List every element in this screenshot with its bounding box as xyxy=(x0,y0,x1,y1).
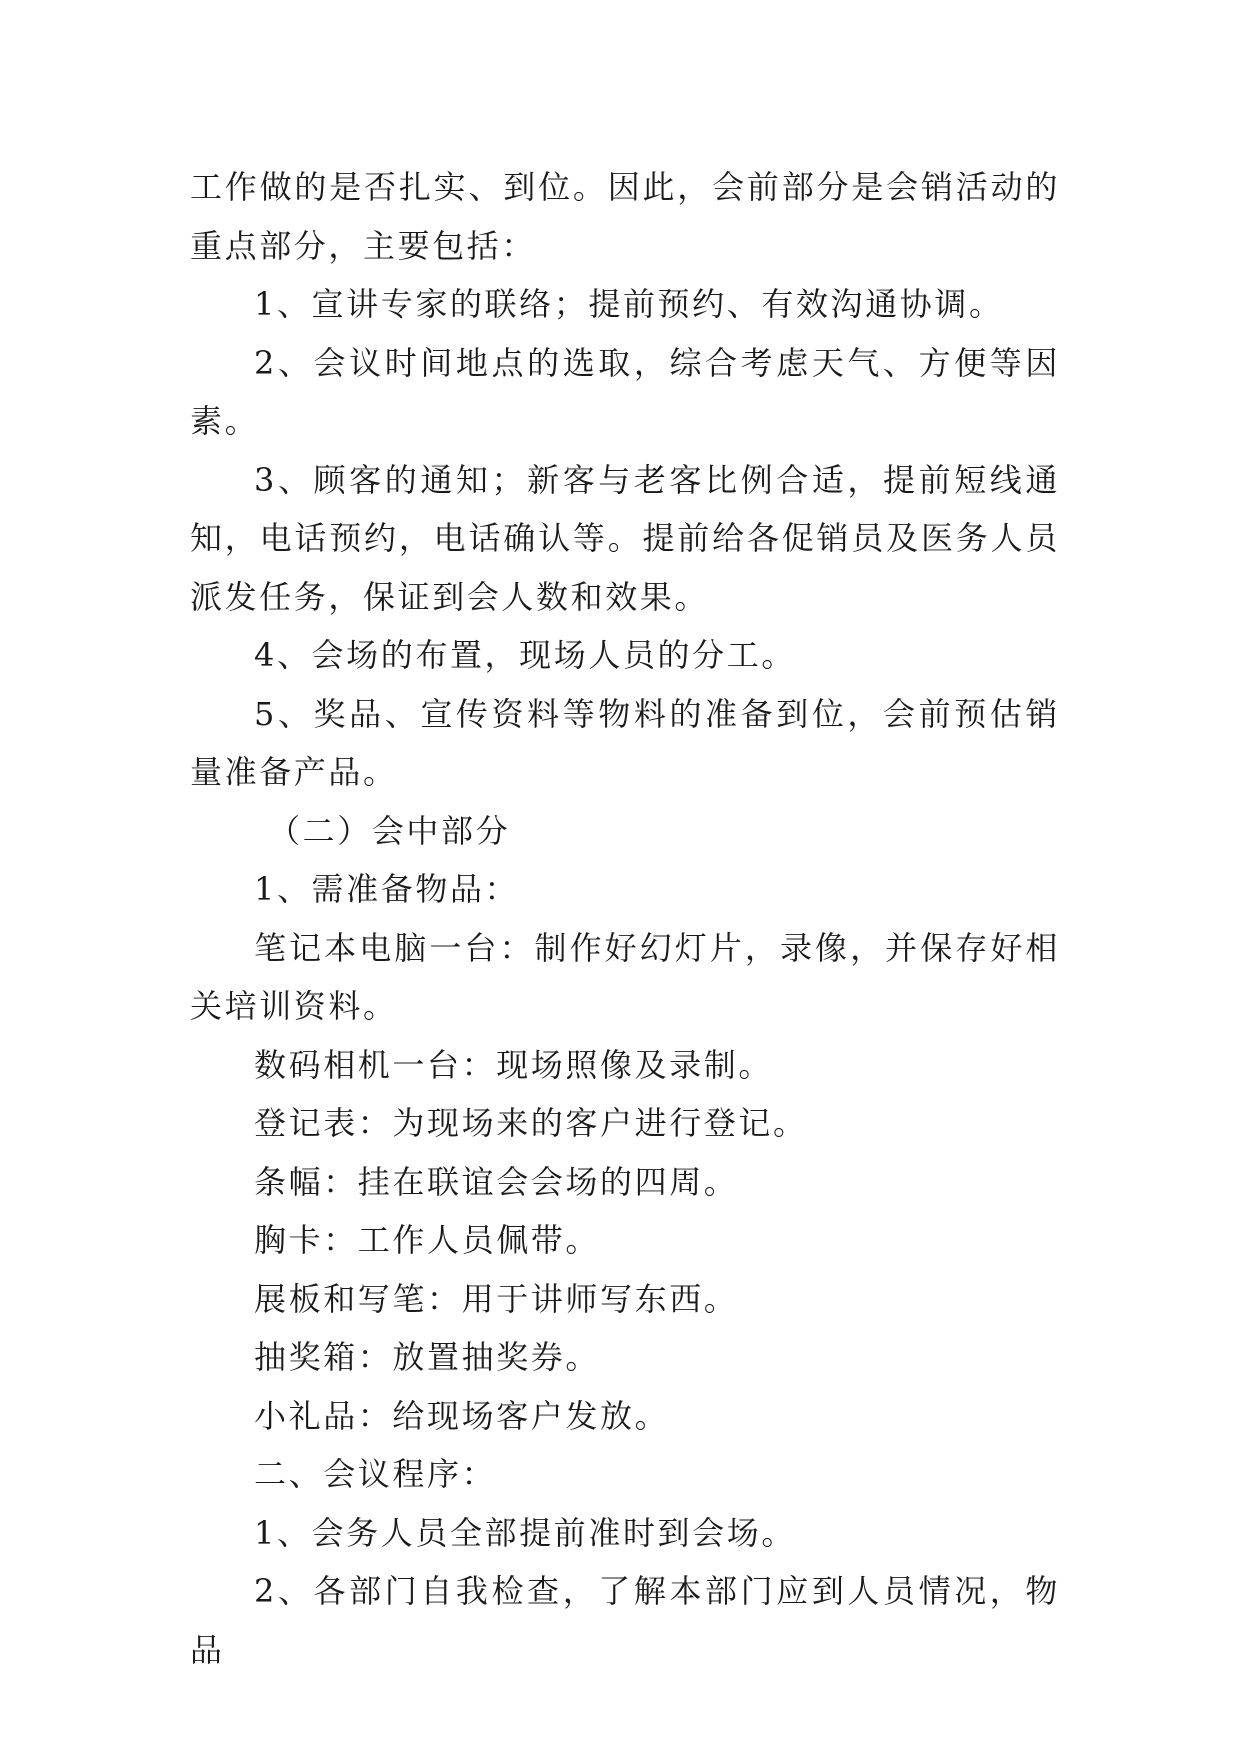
section-heading-procedure: 二、会议程序： xyxy=(254,1455,497,1493)
paragraph-item-2: 2、会议时间地点的选取，综合考虑天气、方便等因素。 xyxy=(190,343,1060,440)
paragraph-badge: 胸卡：工作人员佩带。 xyxy=(254,1221,601,1259)
paragraph-register: 登记表：为现场来的客户进行登记。 xyxy=(254,1104,808,1142)
section-heading-meeting-middle: （二）会中部分 xyxy=(268,811,511,850)
paragraph-lottery-box: 抽奖箱：放置抽奖券。 xyxy=(254,1338,601,1376)
paragraph-gifts: 小礼品：给现场客户发放。 xyxy=(254,1396,670,1435)
document-body xyxy=(190,158,1060,1679)
paragraph-continuation: 工作做的是否扎实、到位。因此，会前部分是会销活动的重点部分，主要包括： xyxy=(190,168,1060,265)
paragraph-prep-items: 1、需准备物品： xyxy=(254,870,520,908)
paragraph-board: 展板和写笔：用于讲师写东西。 xyxy=(254,1279,739,1318)
paragraph-banner: 条幅：挂在联谊会会场的四周。 xyxy=(254,1162,739,1201)
paragraph-procedure-2: 2、各部门自我检查，了解本部门应到人员情况，物品 xyxy=(190,1572,1060,1669)
paragraph-item-5: 5、奖品、宣传资料等物料的准备到位，会前预估销量准备产品。 xyxy=(190,694,1060,791)
paragraph-procedure-1: 1、会务人员全部提前准时到会场。 xyxy=(254,1513,796,1552)
paragraph-camera: 数码相机一台：现场照像及录制。 xyxy=(254,1045,774,1084)
paragraph-item-4: 4、会场的布置，现场人员的分工。 xyxy=(254,636,796,674)
paragraph-laptop: 笔记本电脑一台：制作好幻灯片，录像，并保存好相关培训资料。 xyxy=(190,928,1060,1025)
paragraph-item-1: 1、宣讲专家的联络；提前预约、有效沟通协调。 xyxy=(254,285,1004,323)
paragraph-item-3: 3、顾客的通知；新客与老客比例合适，提前短线通知，电话预约，电话确认等。提前给各促销员及医务人员派发任务，保证到会人数和效果。 xyxy=(190,460,1060,616)
